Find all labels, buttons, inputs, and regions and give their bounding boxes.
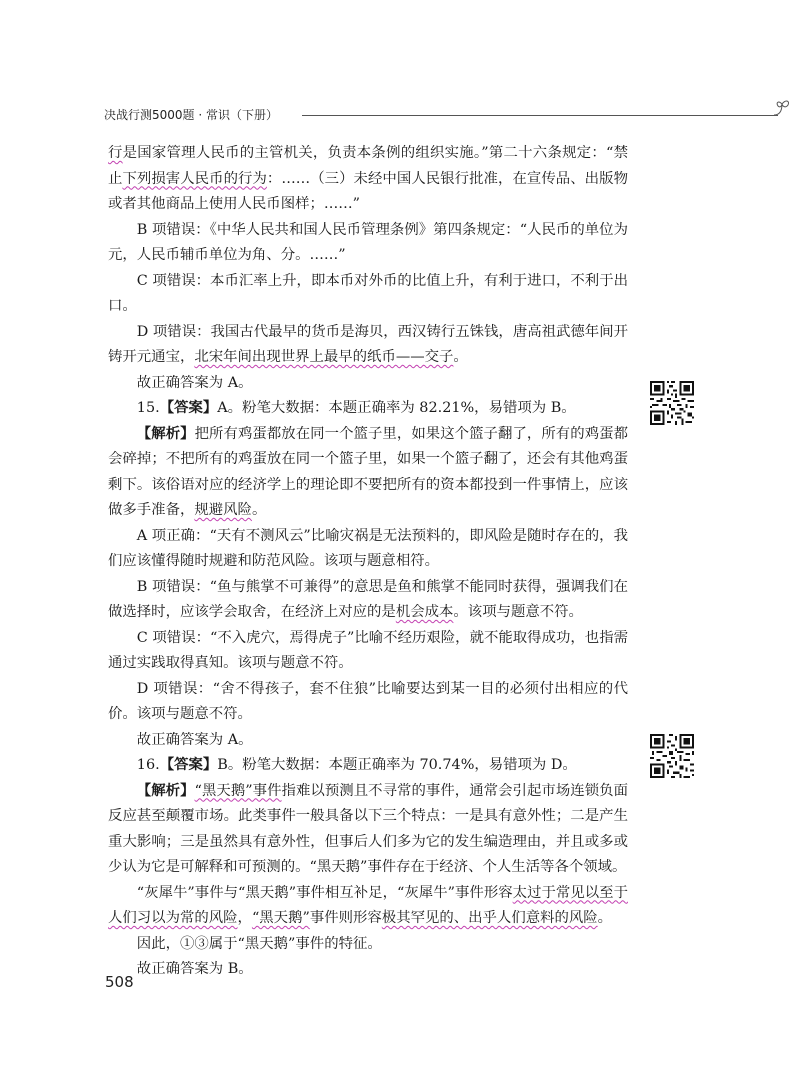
text-run: 因此，①③属于“黑天鹅”事件的特征。 <box>136 935 382 952</box>
highlighted-text: “黑天鹅” <box>251 910 310 926</box>
text-run: ， <box>237 910 252 926</box>
section-marker: 【解析】 <box>136 425 195 442</box>
answer-explanations <box>108 141 628 983</box>
highlighted-text: “黑天鹅”事件 <box>194 782 282 799</box>
paragraph-p5 <box>108 396 628 422</box>
text-run: B。粉笔大数据：本题正确率为 70.74%，易错项为 D。 <box>217 757 577 773</box>
text-run: D 项错误：我国古代最早的货币是海贝，西汉铸行五铢钱，唐高祖武德年间开铸开元通宝， <box>108 323 628 365</box>
qr-code-icon[interactable] <box>650 734 694 778</box>
qr-code-icon[interactable] <box>650 381 694 425</box>
leaf-ornament-icon <box>772 96 800 120</box>
paragraph-p8 <box>108 575 628 626</box>
highlighted-text: 规避风险 <box>194 502 252 518</box>
paragraph-p14 <box>108 881 628 932</box>
text-run: B 项错误：“鱼与熊掌不可兼得”的意思是鱼和熊掌不能同时获得，强调我们在做选择时，应该学会取舍，在经济上对应的是 <box>108 578 628 620</box>
paragraph-p4 <box>108 371 628 397</box>
text-run: 故正确答案为 A。 <box>136 374 253 391</box>
highlighted-text: 机会成本 <box>395 604 454 620</box>
paragraph-p1 <box>108 218 628 269</box>
text-run: D 项错误：“舍不得孩子，套不住狼”比喻要达到某一目的必须付出相应的代价。该项与题意不符。 <box>108 680 628 722</box>
text-run: 是国家管理人民币的主管机关，负责本条例的组织实施。”第二十六条规定：“禁止 <box>108 145 628 187</box>
paragraph-p0 <box>108 141 628 218</box>
running-header <box>104 106 704 130</box>
text-run: 把所有鸡蛋都放在同一个篮子里，如果这个篮子翻了，所有的鸡蛋都会碎掉；不把所有的鸡蛋放在同一个篮子里，如果一个篮子翻了，还会有其他鸡蛋剩下。该俗语对应的经济学上的理论即不要把所有的资本都投到一件事情上，应该做多手准备， <box>108 425 628 518</box>
paragraph-p13 <box>108 779 628 881</box>
paragraph-p7 <box>108 524 628 575</box>
text-run: 。 <box>597 910 613 926</box>
book-title: 决战行测5000题 · 常识（下册） <box>104 108 278 122</box>
highlighted-text: 下列损害人民币的行为 <box>122 170 267 187</box>
paragraph-p6 <box>108 422 628 524</box>
highlighted-text: 极其罕见的、出乎人们意料的风险 <box>381 910 598 926</box>
text-run: ：……（三）未经中国人民银行批准，在宣传品、出版物或者其他商品上使用人民币图样；……” <box>108 170 628 212</box>
highlighted-text: 北宋年间出现世界上最早的纸币——交子 <box>194 349 454 365</box>
text-run: A 项正确：“天有不测风云”比喻灾祸是无法预料的，即风险是随时存在的，我们应该懂得随时规避和防范风险。该项与题意相符。 <box>108 527 628 569</box>
section-marker: 【答案】 <box>159 757 218 773</box>
text-run: “灰犀牛”事件与“黑天鹅”事件相互补足，“灰犀牛”事件形容 <box>136 884 513 901</box>
paragraph-p16 <box>108 957 628 983</box>
text-run: A。粉笔大数据：本题正确率为 82.21%，易错项为 B。 <box>217 400 576 416</box>
header-rule <box>302 115 778 116</box>
page-number: 508 <box>105 973 134 991</box>
highlighted-text: 行 <box>108 145 123 161</box>
text-run: 故正确答案为 B。 <box>136 961 253 977</box>
paragraph-p15 <box>108 932 628 958</box>
text-run: 。该项与题意不符。 <box>453 604 583 620</box>
section-marker: 【解析】 <box>136 782 195 799</box>
highlighted-text: 太过于常见以至于人们习以为常的风险 <box>108 884 628 926</box>
text-run: B 项错误：《中华人民共和国人民币管理条例》第四条规定：“人民币的单位为元，人民币辅币单位为角、分。……” <box>108 221 628 263</box>
text-run: 。 <box>251 502 267 518</box>
paragraph-p2 <box>108 269 628 320</box>
paragraph-p12 <box>108 753 628 779</box>
text-run: C 项错误：“不入虎穴，焉得虎子”比喻不经历艰险，就不能取得成功，也指需通过实践取得真知。该项与题意不符。 <box>108 629 628 671</box>
section-marker: 【答案】 <box>159 400 218 416</box>
paragraph-p11 <box>108 728 628 754</box>
paragraph-p10 <box>108 677 628 728</box>
text-run: 故正确答案为 A。 <box>136 731 253 748</box>
text-run: 事件则形容 <box>309 910 382 926</box>
paragraph-p3 <box>108 320 628 371</box>
text-run: 。 <box>453 349 468 365</box>
text-run: C 项错误：本币汇率上升，即本币对外币的比值上升，有利于进口，不利于出口。 <box>108 272 628 314</box>
text-run: 指难以预测且不寻常的事件，通常会引起市场连锁负面反应甚至颠覆市场。此类事件一般具备以下三个特点：一是具有意外性；二是产生重大影响；三是虽然具有意外性，但事后人们多为它的发生编造理由，并且或多或少认为它是可解释和可预测的。“黑天鹅”事件存在于经济、个人生活等各个领域。 <box>108 782 628 875</box>
text-run: 16. <box>136 757 160 773</box>
text-run: 15. <box>136 400 160 416</box>
paragraph-p9 <box>108 626 628 677</box>
